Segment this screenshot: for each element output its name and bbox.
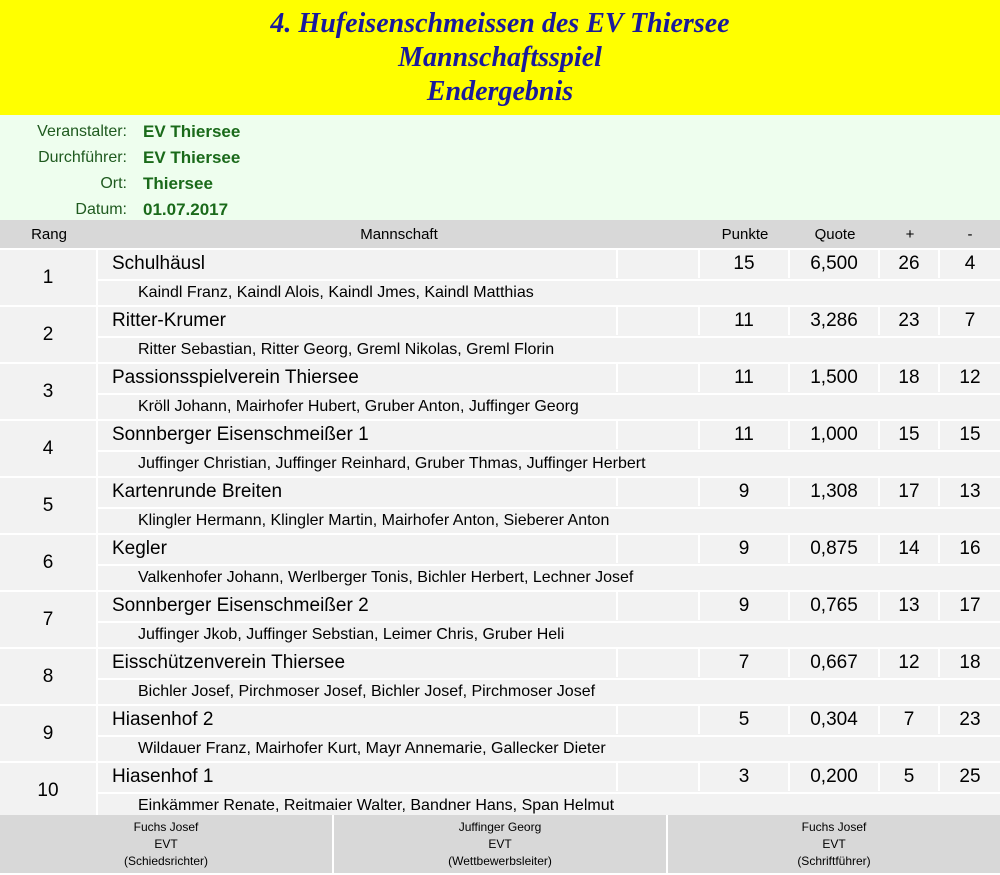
signature-schiedsrichter (0, 815, 334, 873)
team-plus: 14 (880, 535, 940, 563)
column-header-plus: + (905, 225, 915, 243)
signature-name: Fuchs Josef (133, 819, 199, 834)
team-minus: 23 (959, 709, 981, 731)
info-row-durchfuehrer (0, 145, 1000, 171)
team-members: Valkenhofer Johann, Werlberger Tonis, Bichler Herbert, Lechner Josef (98, 564, 1000, 590)
team-rank: 8 (0, 649, 98, 704)
team-minus: 17 (959, 595, 981, 617)
info-row-veranstalter (0, 119, 1000, 145)
team-minus: 25 (959, 766, 981, 788)
team-row (0, 535, 1000, 590)
team-row (0, 421, 1000, 476)
signature-club: EVT (822, 836, 846, 851)
team-rank: 5 (0, 478, 98, 533)
team-name: Hiasenhof 1 (98, 763, 618, 791)
team-rank: 9 (0, 706, 98, 761)
title-line-2: Mannschaftsspiel (398, 41, 602, 73)
team-quote: 1,308 (790, 478, 880, 506)
team-minus: 16 (959, 538, 981, 560)
info-value: Thiersee (143, 174, 213, 193)
column-header-minus: - (967, 225, 973, 243)
team-plus: 13 (880, 592, 940, 620)
team-name: Sonnberger Eisenschmeißer 2 (98, 592, 618, 620)
team-row (0, 592, 1000, 647)
team-plus: 15 (880, 421, 940, 449)
team-name: Schulhäusl (98, 250, 618, 278)
team-punkte: 3 (700, 763, 790, 791)
team-punkte: 11 (700, 421, 790, 449)
team-quote: 0,765 (790, 592, 880, 620)
team-punkte: 9 (700, 478, 790, 506)
info-label: Ort: (100, 175, 127, 192)
title-line-3: Endergebnis (426, 75, 574, 107)
team-quote: 0,667 (790, 649, 880, 677)
title-line-1: 4. Hufeisenschmeissen des EV Thiersee (270, 7, 730, 39)
team-name: Hiasenhof 2 (98, 706, 618, 734)
team-row (0, 307, 1000, 362)
team-quote: 1,500 (790, 364, 880, 392)
signature-wettbewerbsleiter (334, 815, 668, 873)
team-punkte: 9 (700, 592, 790, 620)
team-members: Kaindl Franz, Kaindl Alois, Kaindl Jmes, Kaindl Matthias (98, 279, 1000, 305)
team-plus: 23 (880, 307, 940, 335)
team-row (0, 364, 1000, 419)
team-row (0, 478, 1000, 533)
team-punkte: 7 (700, 649, 790, 677)
signature-club: EVT (154, 836, 178, 851)
signature-name: Fuchs Josef (801, 819, 867, 834)
team-name: Eisschützenverein Thiersee (98, 649, 618, 677)
signature-role: (Schiedsrichter) (123, 853, 209, 868)
team-members: Wildauer Franz, Mairhofer Kurt, Mayr Annemarie, Gallecker Dieter (98, 735, 1000, 761)
signature-role: (Wettbewerbsleiter) (448, 853, 552, 868)
team-plus: 5 (880, 763, 940, 791)
team-rank: 2 (0, 307, 98, 362)
event-info (0, 115, 1000, 220)
team-row (0, 706, 1000, 761)
team-plus: 26 (880, 250, 940, 278)
signature-role: (Schriftführer) (797, 853, 871, 868)
team-members: Juffinger Jkob, Juffinger Sebstian, Leimer Chris, Gruber Heli (98, 621, 1000, 647)
team-punkte: 5 (700, 706, 790, 734)
team-quote: 6,500 (790, 250, 880, 278)
team-plus: 12 (880, 649, 940, 677)
info-value: EV Thiersee (143, 122, 241, 141)
info-label: Datum: (75, 201, 127, 218)
signature-schriftfuehrer (668, 815, 1000, 873)
info-value: EV Thiersee (143, 148, 241, 167)
team-row (0, 250, 1000, 305)
signature-name: Juffinger Georg (458, 819, 542, 834)
results-table-body (0, 250, 1000, 818)
team-quote: 1,000 (790, 421, 880, 449)
info-label: Durchführer: (38, 149, 127, 166)
team-punkte: 11 (700, 307, 790, 335)
team-minus: 7 (964, 310, 976, 332)
team-punkte: 11 (700, 364, 790, 392)
signature-club: EVT (488, 836, 512, 851)
column-header-rang: Rang (31, 225, 67, 243)
column-header-mannschaft: Mannschaft (360, 225, 438, 243)
team-name: Ritter-Krumer (98, 307, 618, 335)
team-minus: 15 (959, 424, 981, 446)
info-row-ort (0, 171, 1000, 197)
team-rank: 10 (0, 763, 98, 818)
team-row (0, 649, 1000, 704)
team-plus: 17 (880, 478, 940, 506)
team-members: Kröll Johann, Mairhofer Hubert, Gruber Anton, Juffinger Georg (98, 393, 1000, 419)
title-banner (0, 0, 1000, 115)
team-minus: 4 (964, 253, 976, 275)
team-name: Sonnberger Eisenschmeißer 1 (98, 421, 618, 449)
team-minus: 13 (959, 481, 981, 503)
team-members: Einkämmer Renate, Reitmaier Walter, Bandner Hans, Span Helmut (98, 792, 1000, 818)
team-rank: 1 (0, 250, 98, 305)
team-punkte: 15 (700, 250, 790, 278)
team-name: Kartenrunde Breiten (98, 478, 618, 506)
team-rank: 7 (0, 592, 98, 647)
team-members: Ritter Sebastian, Ritter Georg, Greml Nikolas, Greml Florin (98, 336, 1000, 362)
team-quote: 3,286 (790, 307, 880, 335)
team-rank: 4 (0, 421, 98, 476)
team-quote: 0,200 (790, 763, 880, 791)
team-rank: 6 (0, 535, 98, 590)
team-members: Juffinger Christian, Juffinger Reinhard, Gruber Thmas, Juffinger Herbert (98, 450, 1000, 476)
team-members: Bichler Josef, Pirchmoser Josef, Bichler Josef, Pirchmoser Josef (98, 678, 1000, 704)
team-name: Passionsspielverein Thiersee (98, 364, 618, 392)
team-punkte: 9 (700, 535, 790, 563)
results-table-header (0, 220, 1000, 248)
column-header-punkte: Punkte (721, 225, 769, 243)
team-plus: 7 (880, 706, 940, 734)
info-value: 01.07.2017 (143, 200, 229, 219)
team-minus: 12 (959, 367, 981, 389)
column-header-quote: Quote (814, 225, 856, 243)
team-plus: 18 (880, 364, 940, 392)
team-quote: 0,875 (790, 535, 880, 563)
team-name: Kegler (98, 535, 618, 563)
team-rank: 3 (0, 364, 98, 419)
team-members: Klingler Hermann, Klingler Martin, Mairhofer Anton, Sieberer Anton (98, 507, 1000, 533)
info-label: Veranstalter: (37, 123, 127, 140)
team-quote: 0,304 (790, 706, 880, 734)
team-row (0, 763, 1000, 818)
team-minus: 18 (959, 652, 981, 674)
signature-footer (0, 815, 1000, 873)
